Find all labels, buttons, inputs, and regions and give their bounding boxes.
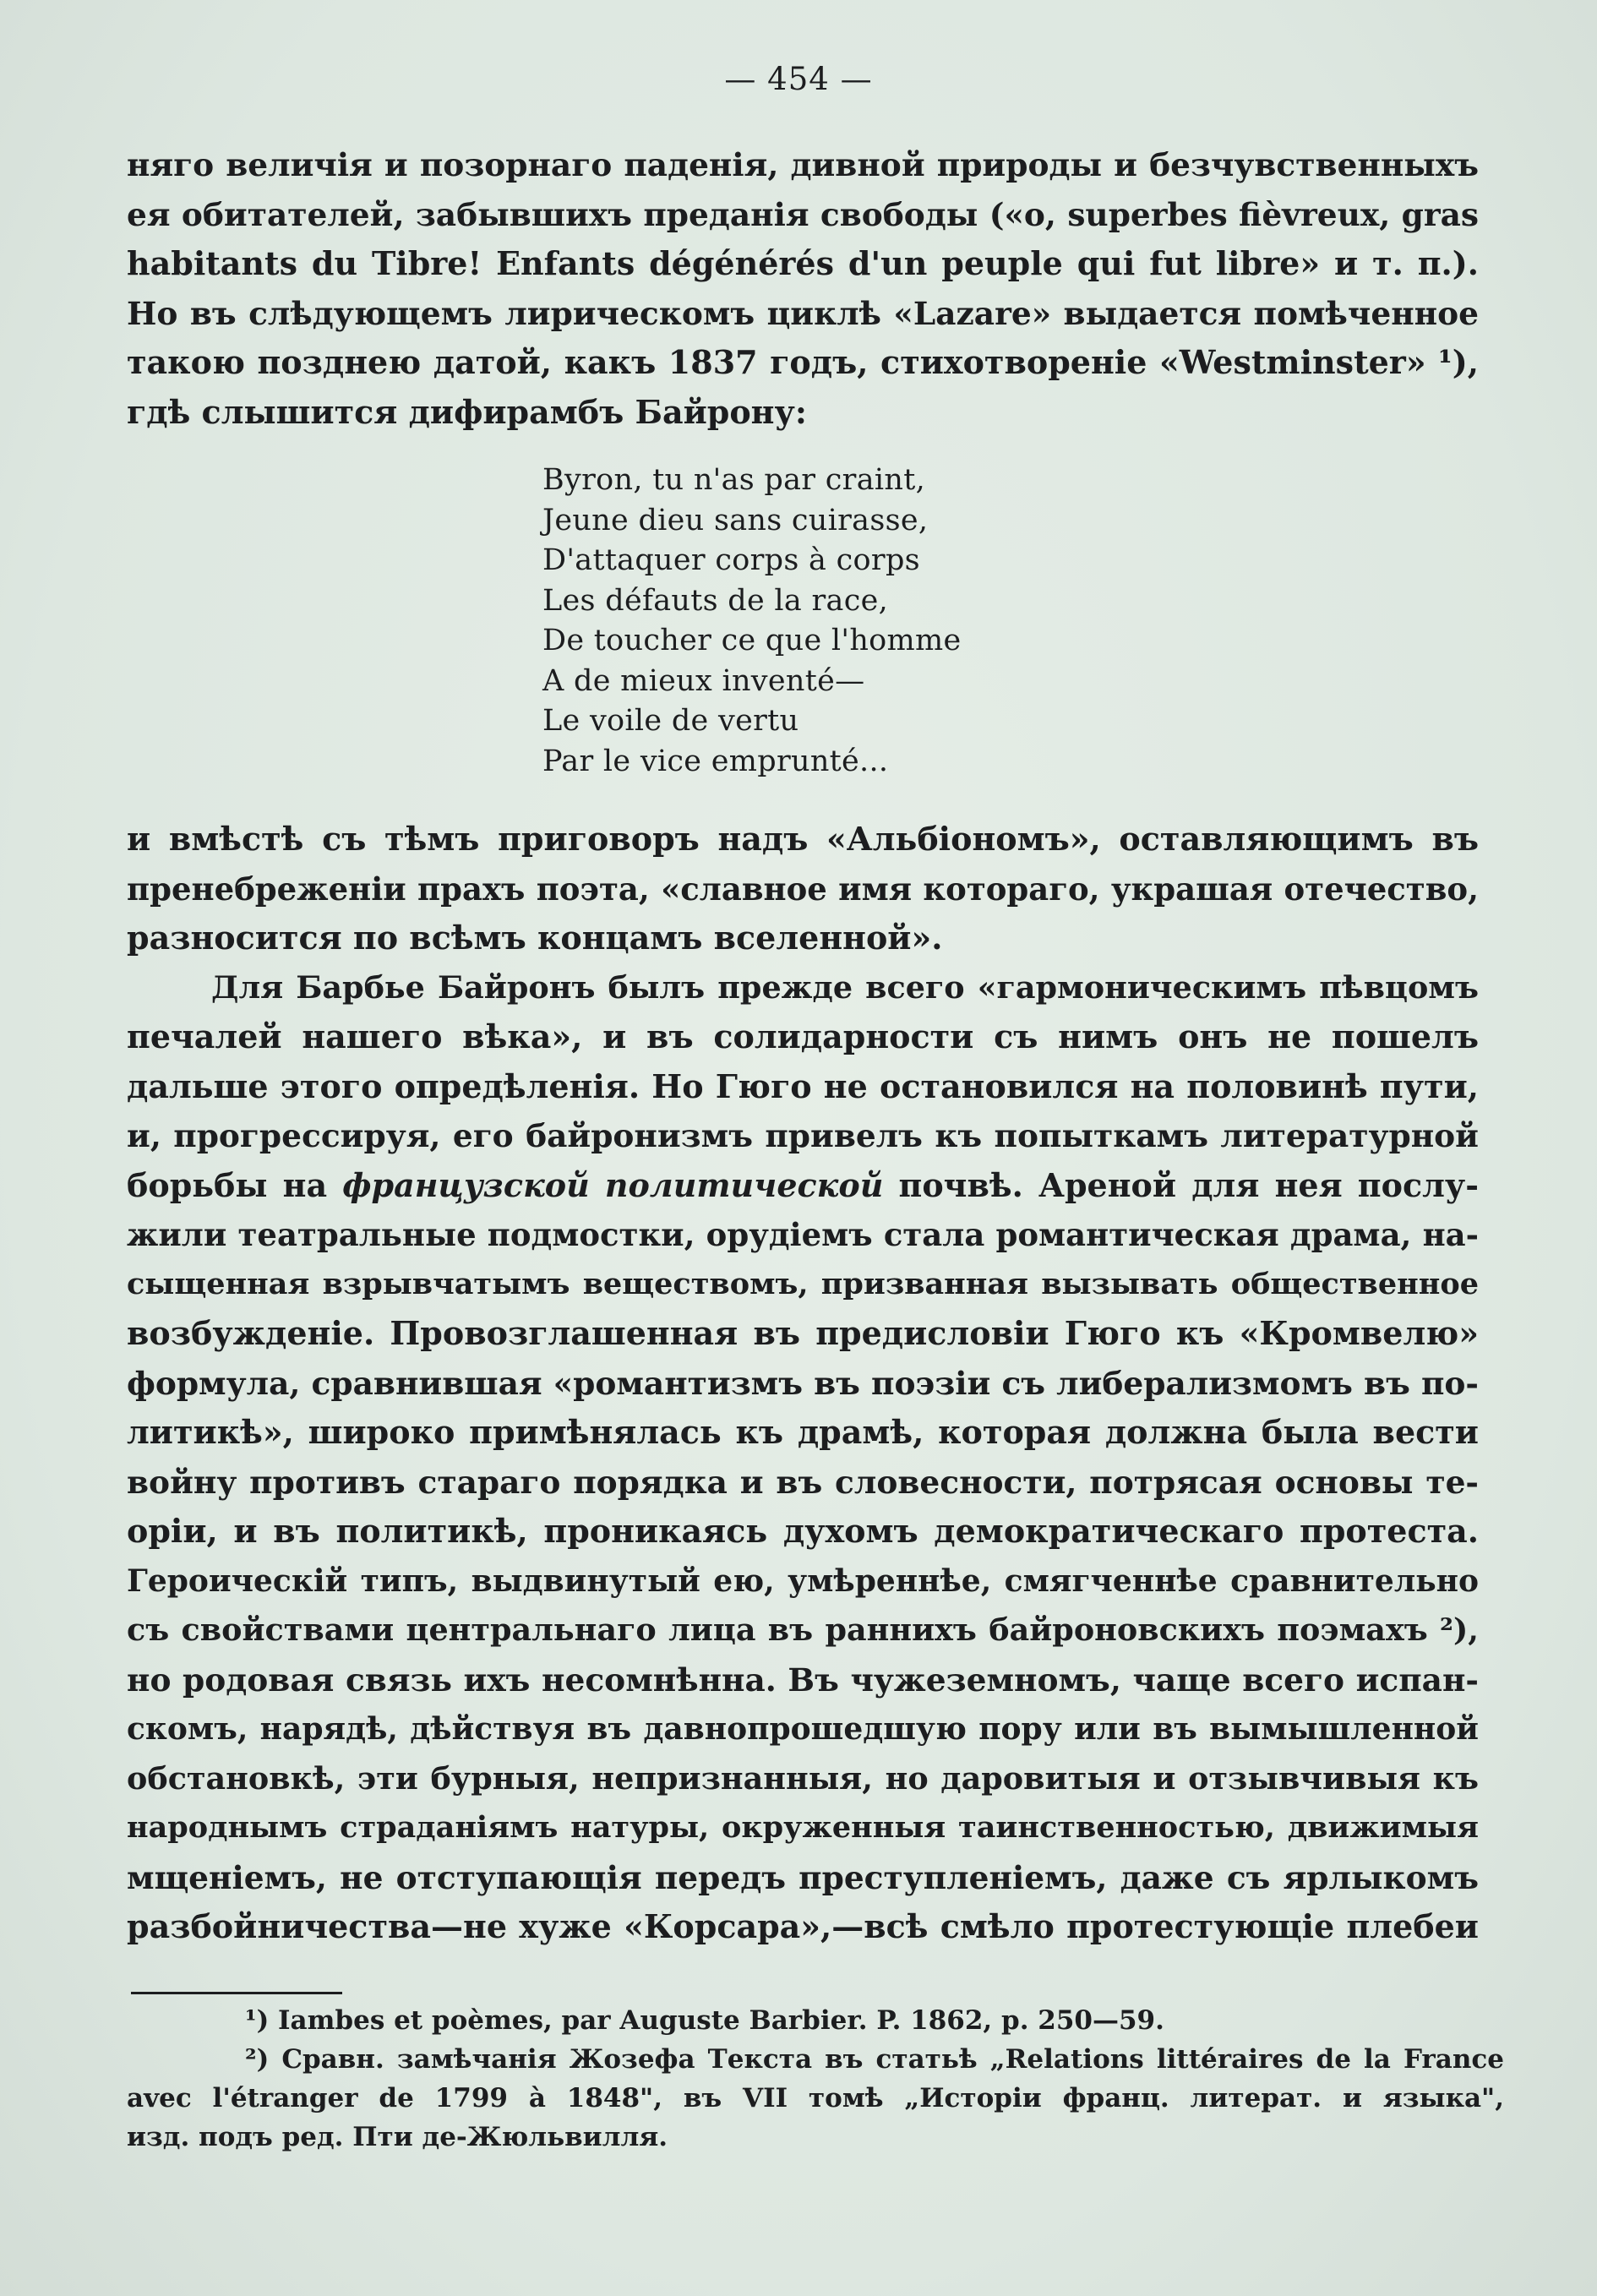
text-line: скомъ, нарядѣ, дѣйствуя въ давнопрошедшую пору или въ вымышленной: [127, 1711, 1479, 1747]
footnote-2-line: avec l'étranger de 1799 à 1848", въ VII томѣ „Исторіи франц. литерат. и языка",: [127, 2083, 1504, 2113]
verse-line: Les défauts de la race,: [542, 583, 889, 618]
text-line: литикѣ», широко примѣнялась къ драмѣ, которая должна была вести: [127, 1413, 1479, 1451]
emphasized-text: французской политической: [342, 1165, 884, 1204]
text-line: Но въ слѣдующемъ лирическомъ циклѣ «Lazare» выдается помѣченное: [127, 294, 1479, 332]
text-line: формула, сравнившая «романтизмъ въ поэзіи съ либерализмомъ въ по-: [127, 1364, 1479, 1402]
verse-line: D'attaquer corps à corps: [542, 543, 920, 577]
text-line: жили театральные подмостки, орудіемъ стала романтическая драма, на-: [127, 1216, 1479, 1253]
text-line: съ свойствами центральнаго лица въ раннихъ байроновскихъ поэмахъ ²),: [127, 1612, 1479, 1648]
text-run: почвѣ. Ареной для нея послу-: [883, 1165, 1479, 1204]
text-line: ея обитателей, забывшихъ преданія свободы («o, superbes fièvreux, gras: [127, 195, 1479, 233]
verse-line: Le voile de vertu: [542, 704, 799, 738]
text-line: печалей нашего вѣка», и въ солидарности съ нимъ онъ не пошелъ: [127, 1017, 1479, 1055]
text-line: Героическій типъ, выдвинутый ею, умѣреннѣе, смягченнѣе сравнительно: [127, 1562, 1479, 1599]
page-number: — 454 —: [724, 61, 873, 97]
verse-line: Jeune dieu sans cuirasse,: [542, 503, 929, 537]
text-line: но родовая связь ихъ несомнѣнна. Въ чужеземномъ, чаще всего испан-: [127, 1661, 1479, 1699]
verse-quotation: [542, 461, 962, 782]
text-line: возбужденіе. Провозглашенная въ предисловіи Гюго къ «Кромвелю»: [127, 1314, 1479, 1352]
main-text: [127, 815, 1479, 1952]
text-line: разносится по всѣмъ концамъ вселенной».: [127, 919, 943, 957]
footnote-divider: [131, 1992, 342, 1994]
text-line-with-emphasis: [127, 1161, 1479, 1211]
text-line: и, прогрессируя, его байронизмъ привелъ къ попыткамъ литературной: [127, 1117, 1479, 1154]
text-line: войну противъ стараго порядка и въ словесности, потрясая основы те-: [127, 1463, 1479, 1501]
text-line: пренебреженіи прахъ поэта, «славное имя котораго, украшая отечество,: [127, 870, 1479, 908]
text-line: сыщенная взрывчатымъ веществомъ, призванная вызывать общественное: [127, 1266, 1479, 1301]
text-line: мщеніемъ, не отступающія передъ преступленіемъ, даже съ ярлыкомъ: [127, 1858, 1479, 1896]
text-line: разбойничества—не хуже «Корсара»,—всѣ смѣло протестующіе плебеи: [127, 1907, 1479, 1945]
paragraph-1: [127, 140, 1479, 437]
footnote-2-line: изд. подъ ред. Пти де-Жюльвилля.: [127, 2122, 668, 2152]
verse-line: De toucher ce que l'homme: [542, 624, 962, 657]
text-line: народнымъ страданіямъ натуры, окруженныя таинственностью, движимыя: [127, 1810, 1479, 1845]
text-run: борьбы на: [127, 1165, 343, 1204]
footnotes: [127, 2001, 1504, 2157]
verse-line: Par le vice emprunté...: [542, 744, 889, 778]
footnote-2-line: ²) Сравн. замѣчанія Жозефа Текста въ статьѣ „Relations littéraires de la France: [245, 2044, 1504, 2075]
text-line: няго величія и позорнаго паденія, дивной природы и безчувственныхъ: [127, 146, 1479, 183]
footnote-1: ¹) Iambes et poèmes, par Auguste Barbier. P. 1862, p. 250—59.: [245, 2005, 1164, 2036]
text-line: habitants du Tibre! Enfants dégénérés d'un peuple qui fut libre» и т. п.).: [127, 244, 1479, 282]
text-line: и вмѣстѣ съ тѣмъ приговоръ надъ «Альбіономъ», оставляющимъ въ: [127, 820, 1479, 858]
verse-line: A de mieux inventé—: [542, 663, 865, 698]
text-line: оріи, и въ политикѣ, проникаясь духомъ демократическаго протеста.: [127, 1512, 1479, 1550]
verse-line: Byron, tu n'as par craint,: [542, 463, 925, 497]
text-line: такою позднею датой, какъ 1837 годъ, стихотвореніе «Westminster» ¹),: [127, 343, 1479, 381]
text-line: Для Барбье Байронъ былъ прежде всего «гармоническимъ пѣвцомъ: [211, 968, 1479, 1006]
text-line: гдѣ слышится дифирамбъ Байрону:: [127, 392, 807, 431]
text-line: обстановкѣ, эти бурныя, непризнанныя, но даровитыя и отзывчивыя къ: [127, 1759, 1479, 1797]
text-line: дальше этого опредѣленія. Но Гюго не остановился на половинѣ пути,: [127, 1066, 1479, 1105]
